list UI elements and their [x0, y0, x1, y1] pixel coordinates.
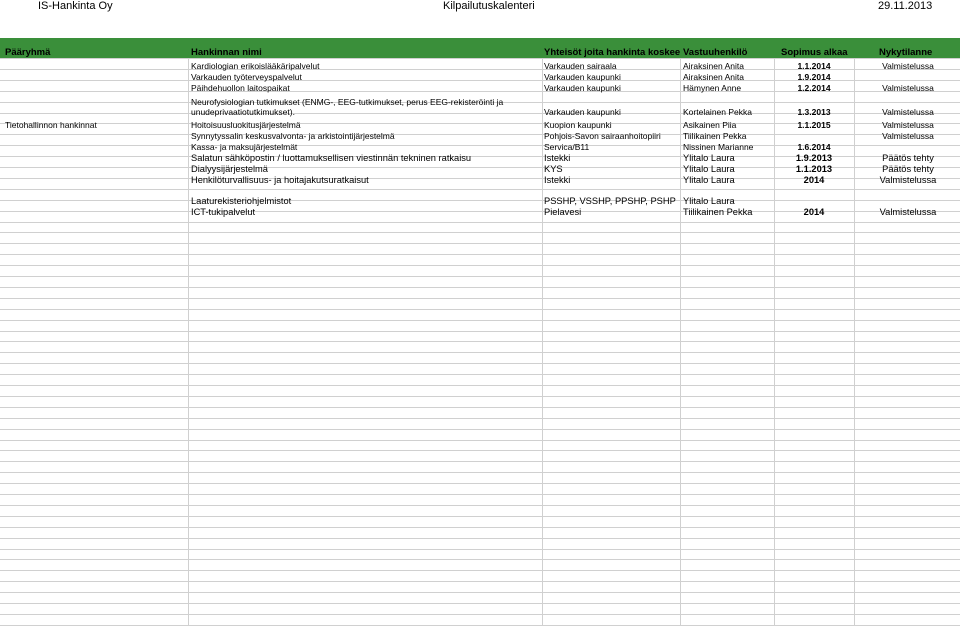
procurement-table — [0, 58, 960, 626]
grid-line — [0, 461, 960, 462]
cell-start: 1.1.2013 — [795, 163, 833, 174]
column-header-parties: Yhteisöt joita hankinta koskee — [544, 47, 681, 58]
cell-group: Tietohallinnon hankinnat — [5, 119, 97, 130]
grid-line — [0, 331, 960, 332]
cell-parties: Varkauden kaupunki — [544, 82, 621, 93]
grid-line — [0, 396, 960, 397]
cell-name: ICT-tukipalvelut — [191, 206, 256, 217]
cell-status: Valmistelussa — [882, 60, 934, 71]
cell-contact: Airaksinen Anita — [683, 60, 744, 71]
grid-column-line — [542, 58, 543, 626]
grid-line — [0, 222, 960, 223]
cell-name: Synnytyssalin keskusvalvonta- ja arkistointijärjestelmä — [191, 130, 395, 141]
grid-column-line — [680, 58, 681, 626]
grid-line — [0, 189, 960, 190]
grid-line — [0, 374, 960, 375]
cell-parties: Pohjois-Savon sairaanhoitopiiri — [544, 130, 661, 141]
grid-line — [0, 549, 960, 550]
cell-name: Päihdehuollon laitospaikat — [191, 82, 290, 93]
grid-line — [0, 287, 960, 288]
column-header-contact: Vastuuhenkilö — [683, 47, 748, 58]
grid-line — [0, 58, 960, 59]
cell-parties: KYS — [544, 163, 563, 174]
cell-status: Valmistelussa — [879, 206, 937, 217]
cell-status: Päätös tehty — [882, 163, 934, 174]
cell-start: 2014 — [803, 206, 825, 217]
column-header-row — [0, 38, 960, 58]
cell-contact: Ylitalo Laura — [683, 152, 735, 163]
grid-line — [0, 298, 960, 299]
cell-contact: Nissinen Marianne — [683, 141, 754, 152]
cell-name: Hoitoisuusluokitusjärjestelmä — [191, 119, 301, 130]
cell-name: Neurofysiologian tutkimukset (ENMG-, EEG-tutkimukset, perus EEG-rekisteröinti ja unudeprivaatiotutkimukset). — [191, 96, 504, 117]
column-header-name: Hankinnan nimi — [191, 47, 262, 58]
cell-parties: Varkauden kaupunki — [544, 71, 621, 82]
cell-name: Kardiologian erikoislääkäripalvelut — [191, 60, 320, 71]
column-header-group: Pääryhmä — [5, 47, 51, 58]
cell-contact: Asikainen Piia — [683, 119, 737, 130]
grid-line — [0, 385, 960, 386]
grid-line — [0, 232, 960, 233]
cell-contact: Ylitalo Laura — [683, 195, 735, 206]
column-header-status: Nykytilanne — [879, 47, 933, 58]
cell-contact: Kortelainen Pekka — [683, 106, 752, 117]
cell-start: 1.9.2014 — [797, 71, 831, 82]
cell-parties: Istekki — [544, 152, 571, 163]
grid-line — [0, 559, 960, 560]
cell-status: Päätös tehty — [882, 152, 934, 163]
organization-name: IS-Hankinta Oy — [38, 0, 113, 12]
grid-line — [0, 407, 960, 408]
cell-contact: Ylitalo Laura — [683, 174, 735, 185]
cell-contact: Ylitalo Laura — [683, 163, 735, 174]
grid-line — [0, 363, 960, 364]
cell-name: Dialyysijärjestelmä — [191, 163, 268, 174]
grid-line — [0, 483, 960, 484]
cell-parties: Pielavesi — [544, 206, 582, 217]
cell-status: Valmistelussa — [882, 119, 934, 130]
grid-line — [0, 440, 960, 441]
grid-line — [0, 450, 960, 451]
cell-parties: Istekki — [544, 174, 571, 185]
grid-line — [0, 309, 960, 310]
grid-line — [0, 254, 960, 255]
cell-parties: Servica/B11 — [544, 141, 590, 152]
grid-line — [0, 418, 960, 419]
column-header-start: Sopimus alkaa — [781, 47, 848, 58]
cell-contact: Tiilikainen Pekka — [683, 130, 747, 141]
grid-line — [0, 505, 960, 506]
cell-contact: Hämynen Anne — [683, 82, 742, 93]
grid-line — [0, 429, 960, 430]
cell-parties: PSSHP, VSSHP, PPSHP, PSHP — [544, 195, 676, 206]
cell-start: 1.9.2013 — [795, 152, 833, 163]
cell-name: Kassa- ja maksujärjestelmät — [191, 141, 298, 152]
document-date: 29.11.2013 — [878, 0, 933, 12]
cell-start: 1.2.2014 — [797, 82, 831, 93]
grid-line — [0, 320, 960, 321]
grid-line — [0, 527, 960, 528]
grid-line — [0, 243, 960, 244]
document-title: Kilpailutuskalenteri — [443, 0, 535, 12]
grid-line — [0, 592, 960, 593]
grid-line — [0, 538, 960, 539]
cell-name: Salatun sähköpostin / luottamuksellisen viestinnän tekninen ratkaisu — [191, 152, 472, 163]
cell-parties: Kuopion kaupunki — [544, 119, 612, 130]
grid-column-line — [188, 58, 189, 626]
cell-status: Valmistelussa — [882, 130, 934, 141]
cell-contact: Tiilikainen Pekka — [683, 206, 753, 217]
cell-status: Valmistelussa — [879, 174, 937, 185]
grid-line — [0, 570, 960, 571]
grid-line — [0, 200, 960, 201]
grid-line — [0, 134, 960, 135]
cell-name: Laaturekisteriohjelmistot — [191, 195, 292, 206]
cell-name: Varkauden työterveyspalvelut — [191, 71, 302, 82]
cell-name: Henkilöturvallisuus- ja hoitajakutsuratkaisut — [191, 174, 369, 185]
cell-status: Valmistelussa — [882, 82, 934, 93]
grid-line — [0, 265, 960, 266]
cell-contact: Airaksinen Anita — [683, 71, 744, 82]
cell-status: Valmistelussa — [882, 106, 934, 117]
cell-start: 1.1.2015 — [797, 119, 831, 130]
grid-line — [0, 341, 960, 342]
grid-line — [0, 472, 960, 473]
cell-start: 1.3.2013 — [797, 106, 831, 117]
grid-line — [0, 494, 960, 495]
cell-start: 2014 — [803, 174, 825, 185]
grid-line — [0, 603, 960, 604]
grid-line — [0, 581, 960, 582]
cell-start: 1.6.2014 — [797, 141, 831, 152]
grid-line — [0, 352, 960, 353]
grid-line — [0, 276, 960, 277]
grid-line — [0, 614, 960, 615]
page-header — [0, 0, 960, 11]
grid-column-line — [854, 58, 855, 626]
cell-parties: Varkauden kaupunki — [544, 106, 621, 117]
grid-line — [0, 516, 960, 517]
cell-start: 1.1.2014 — [797, 60, 831, 71]
cell-parties: Varkauden sairaala — [544, 60, 617, 71]
